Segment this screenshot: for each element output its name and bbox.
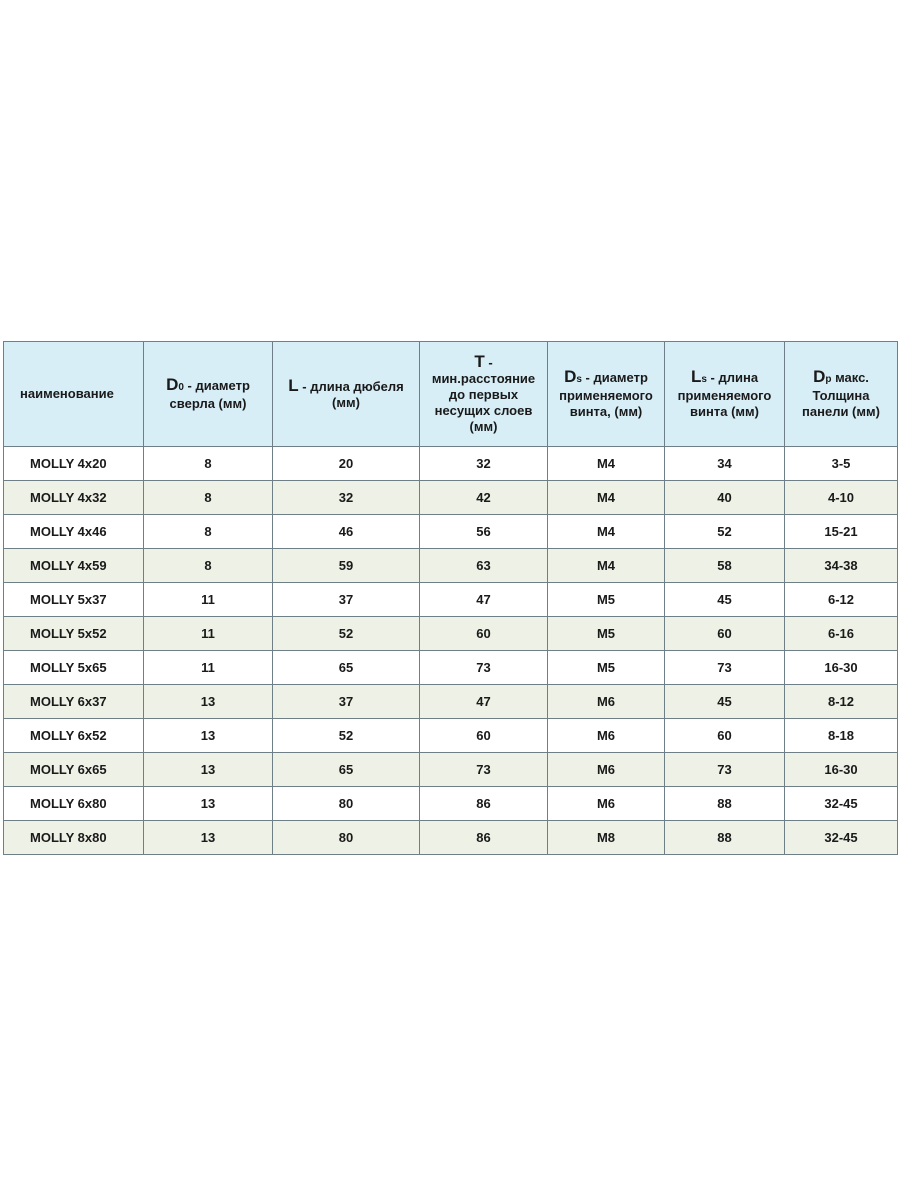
table-header-row <box>4 342 898 447</box>
cell-screw-diameter: M5 <box>548 617 665 651</box>
header-l-text: - длина дюбеля (мм) <box>298 378 404 410</box>
cell-min-distance: 32 <box>420 447 548 481</box>
cell-screw-length: 45 <box>665 583 785 617</box>
cell-min-distance: 56 <box>420 515 548 549</box>
cell-screw-diameter: M4 <box>548 481 665 515</box>
table-row <box>4 481 898 515</box>
header-dp <box>785 342 898 447</box>
header-name <box>4 342 144 447</box>
cell-name: MOLLY 8x80 <box>4 821 144 855</box>
cell-anchor-length: 32 <box>273 481 420 515</box>
cell-name: MOLLY 6x37 <box>4 685 144 719</box>
cell-panel-thickness: 15-21 <box>785 515 898 549</box>
cell-panel-thickness: 3-5 <box>785 447 898 481</box>
cell-panel-thickness: 16-30 <box>785 651 898 685</box>
header-t <box>420 342 548 447</box>
cell-name: MOLLY 4x46 <box>4 515 144 549</box>
cell-min-distance: 42 <box>420 481 548 515</box>
cell-min-distance: 86 <box>420 821 548 855</box>
cell-min-distance: 47 <box>420 583 548 617</box>
cell-drill-diameter: 13 <box>144 787 273 821</box>
cell-drill-diameter: 13 <box>144 753 273 787</box>
cell-anchor-length: 80 <box>273 821 420 855</box>
cell-anchor-length: 37 <box>273 583 420 617</box>
table-row <box>4 617 898 651</box>
table-body <box>4 447 898 855</box>
cell-anchor-length: 59 <box>273 549 420 583</box>
cell-screw-length: 73 <box>665 651 785 685</box>
header-l-symbol: L <box>288 375 299 395</box>
table-row <box>4 685 898 719</box>
cell-panel-thickness: 8-12 <box>785 685 898 719</box>
cell-anchor-length: 46 <box>273 515 420 549</box>
cell-drill-diameter: 13 <box>144 719 273 753</box>
cell-anchor-length: 52 <box>273 719 420 753</box>
cell-drill-diameter: 11 <box>144 583 273 617</box>
cell-screw-length: 60 <box>665 617 785 651</box>
cell-panel-thickness: 32-45 <box>785 821 898 855</box>
header-d0-text: - диаметр сверла (мм) <box>169 377 250 411</box>
cell-screw-length: 52 <box>665 515 785 549</box>
table-row <box>4 447 898 481</box>
table-row <box>4 583 898 617</box>
cell-min-distance: 60 <box>420 617 548 651</box>
table-row <box>4 651 898 685</box>
cell-drill-diameter: 13 <box>144 685 273 719</box>
cell-min-distance: 73 <box>420 651 548 685</box>
header-ls <box>665 342 785 447</box>
cell-screw-diameter: M4 <box>548 515 665 549</box>
header-dp-text: макс. Толщина панели (мм) <box>802 369 880 419</box>
header-t-symbol: T <box>474 351 485 371</box>
header-dp-subscript: p <box>825 373 832 385</box>
cell-name: MOLLY 6x52 <box>4 719 144 753</box>
cell-anchor-length: 65 <box>273 753 420 787</box>
cell-screw-length: 60 <box>665 719 785 753</box>
cell-name: MOLLY 5x52 <box>4 617 144 651</box>
cell-panel-thickness: 4-10 <box>785 481 898 515</box>
cell-anchor-length: 52 <box>273 617 420 651</box>
cell-drill-diameter: 8 <box>144 447 273 481</box>
header-ls-symbol: L <box>690 366 702 386</box>
cell-screw-diameter: M6 <box>548 685 665 719</box>
cell-name: MOLLY 6x65 <box>4 753 144 787</box>
cell-panel-thickness: 6-12 <box>785 583 898 617</box>
cell-screw-length: 58 <box>665 549 785 583</box>
cell-name: MOLLY 4x59 <box>4 549 144 583</box>
cell-name: MOLLY 4x32 <box>4 481 144 515</box>
cell-min-distance: 86 <box>420 787 548 821</box>
cell-name: MOLLY 4x20 <box>4 447 144 481</box>
header-l <box>273 342 420 447</box>
cell-panel-thickness: 16-30 <box>785 753 898 787</box>
cell-name: MOLLY 5x65 <box>4 651 144 685</box>
header-name-text: наименование <box>20 386 114 401</box>
cell-min-distance: 47 <box>420 685 548 719</box>
cell-screw-diameter: M6 <box>548 719 665 753</box>
cell-screw-length: 73 <box>665 753 785 787</box>
cell-screw-length: 34 <box>665 447 785 481</box>
header-t-text: - мин.расстояние до первых несущих слоев (мм) <box>431 354 536 434</box>
cell-screw-diameter: M8 <box>548 821 665 855</box>
cell-anchor-length: 37 <box>273 685 420 719</box>
table-row <box>4 787 898 821</box>
cell-screw-diameter: M5 <box>548 583 665 617</box>
cell-panel-thickness: 32-45 <box>785 787 898 821</box>
table-row <box>4 515 898 549</box>
header-ls-text: - длина применяемого винта (мм) <box>677 369 772 419</box>
header-ds-symbol: D <box>564 366 577 386</box>
cell-drill-diameter: 8 <box>144 515 273 549</box>
table-row <box>4 549 898 583</box>
table-row <box>4 753 898 787</box>
cell-panel-thickness: 8-18 <box>785 719 898 753</box>
cell-screw-length: 40 <box>665 481 785 515</box>
cell-name: MOLLY 6x80 <box>4 787 144 821</box>
cell-min-distance: 60 <box>420 719 548 753</box>
cell-drill-diameter: 11 <box>144 651 273 685</box>
cell-drill-diameter: 8 <box>144 549 273 583</box>
cell-screw-diameter: M6 <box>548 787 665 821</box>
cell-screw-length: 88 <box>665 821 785 855</box>
header-ds-subscript: s <box>576 373 582 385</box>
cell-name: MOLLY 5x37 <box>4 583 144 617</box>
cell-min-distance: 73 <box>420 753 548 787</box>
header-d0-symbol: D <box>166 374 179 394</box>
header-ds-text: - диаметр применяемого винта, (мм) <box>559 369 653 419</box>
cell-anchor-length: 20 <box>273 447 420 481</box>
cell-screw-diameter: M4 <box>548 549 665 583</box>
header-dp-symbol: D <box>813 366 826 386</box>
cell-drill-diameter: 13 <box>144 821 273 855</box>
table-row <box>4 719 898 753</box>
cell-anchor-length: 65 <box>273 651 420 685</box>
cell-screw-diameter: M6 <box>548 753 665 787</box>
spec-table <box>3 341 898 855</box>
cell-anchor-length: 80 <box>273 787 420 821</box>
cell-screw-length: 88 <box>665 787 785 821</box>
header-ds <box>548 342 665 447</box>
header-ls-subscript: s <box>701 373 707 385</box>
cell-screw-diameter: M4 <box>548 447 665 481</box>
cell-min-distance: 63 <box>420 549 548 583</box>
header-d0 <box>144 342 273 447</box>
header-d0-subscript: 0 <box>178 381 184 393</box>
table-row <box>4 821 898 855</box>
cell-panel-thickness: 6-16 <box>785 617 898 651</box>
cell-screw-length: 45 <box>665 685 785 719</box>
cell-drill-diameter: 8 <box>144 481 273 515</box>
cell-screw-diameter: M5 <box>548 651 665 685</box>
cell-panel-thickness: 34-38 <box>785 549 898 583</box>
cell-drill-diameter: 11 <box>144 617 273 651</box>
